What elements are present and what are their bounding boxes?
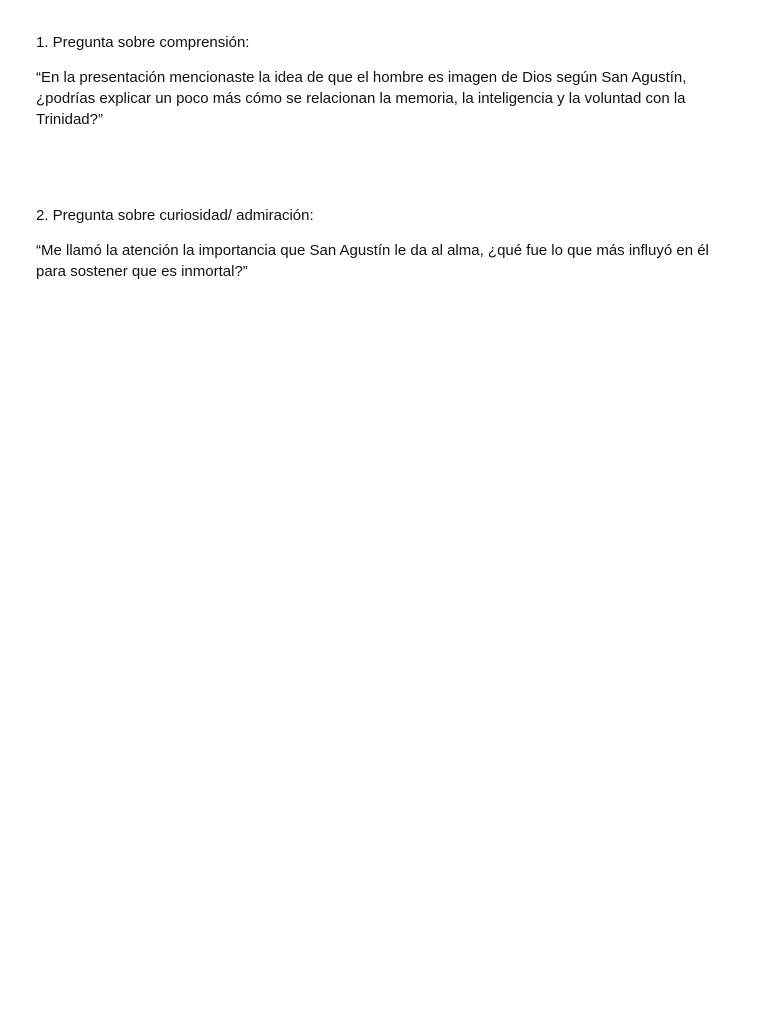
question-2-text: “Me llamó la atención la importancia que San Agustín le da al alma, ¿qué fue lo que más influyó en él para sostener que es inmortal?” [36,242,709,280]
question-1 [36,32,736,130]
document-body [36,32,736,282]
question-2-heading: 2. Pregunta sobre curiosidad/ admiración: [36,207,314,224]
question-1-heading: 1. Pregunta sobre comprensión: [36,34,250,51]
spacer [36,130,736,205]
question-2 [36,205,736,282]
question-1-text: “En la presentación mencionaste la idea de que el hombre es imagen de Dios según San Agustín, ¿podrías explicar un poco más cómo se relacionan la memoria, la inteligencia y la voluntad con la Trinidad?” [36,69,687,128]
